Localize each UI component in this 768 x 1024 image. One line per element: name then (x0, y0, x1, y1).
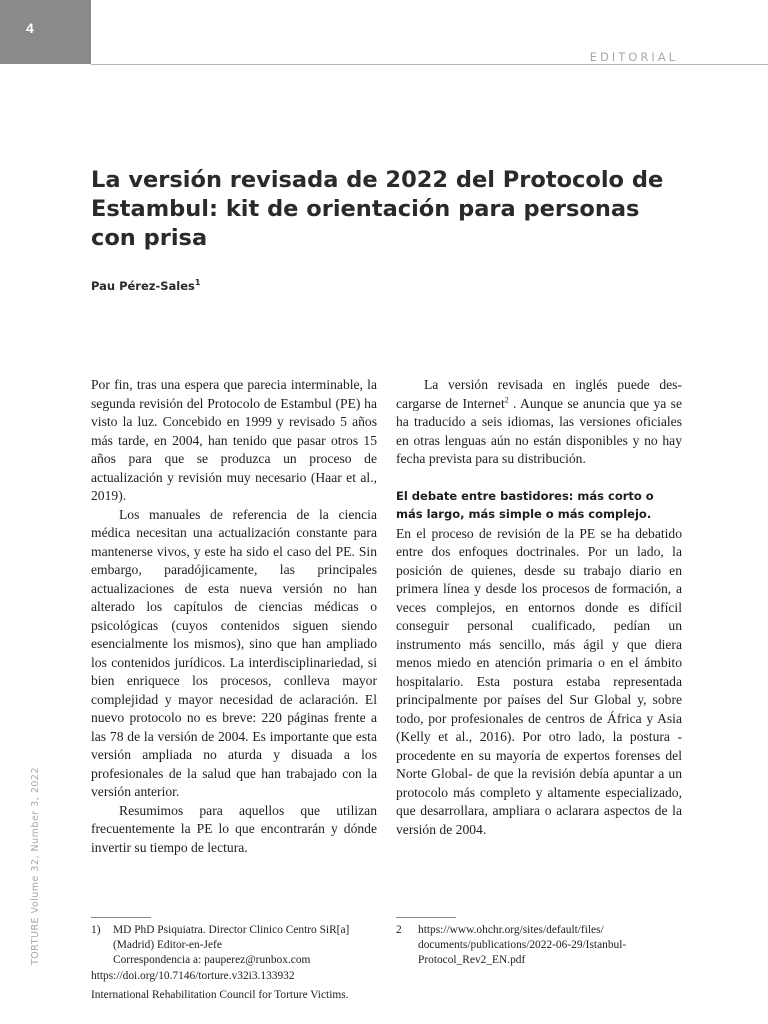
footnote-rule (91, 917, 151, 918)
paragraph: En el proceso de revisión de la PE se ha debatido entre dos enfoques doctrinales. Por un lado, la posición de quienes, desde su trabajo diario en primera línea y desde los procesos de formación, a veces complejos, en entornos donde es difícil conseguir personal cualificado, pedían un instrumento más sencillo, más ágil y que diera menos miedo en atención primaria o en el ámbito hospitalario. Esta postura estaba representada principalmente por países del Sur Global y, sobre todo, por profesionales de centros de África y Asia (Kelly et al., 2016). Por otro lado, la postura -procedente en su mayoría de expertos forenses del Norte Global- de que la revisión debía apuntar a un protocolo más completo y altamente especializado, que desarrollara, ampliara o aclarara aspectos de la versión de 2004. (396, 525, 682, 837)
subheading: El debate entre bastidores: más corto o más largo, más simple o más complejo. (396, 488, 654, 521)
footnote-mark: 2 (504, 394, 509, 404)
footnote-2 (396, 923, 686, 968)
footnote-1 (91, 923, 371, 968)
footnote-number: 2 (396, 924, 402, 936)
footnote-text: https://www.ohchr.org/sites/default/files/ documents/publications/2022-06-29/Istanbul-Protocol_Rev2_EN.pdf (418, 924, 627, 966)
paragraph-text: . Aunque se anuncia que ya se ha traducido a seis idiomas, las versiones oficiales en otras lenguas aún no están disponibles y no hay fecha prevista para su distribución. (396, 395, 682, 466)
header-rule (91, 64, 768, 65)
footnote-text: Correspondencia a: pauperez@runbox.com (113, 954, 311, 966)
paragraph: Por fin, tras una espera que parecia interminable, la segunda revisión del Protocolo de Estambul (PE) ha visto la luz. Concebido en 1999 y revisado 5 años más tarde, en 2004, han tenido que pasar otros 15 años para que se produzca un proceso de actualización y revisión muy necesario (Haar et al., 2019). (91, 377, 377, 503)
author-line (91, 278, 200, 293)
journal-side-label: TORTURE Volume 32, Number 3, 2022 (30, 767, 41, 965)
author-name: Pau Pérez-Sales (91, 278, 195, 293)
page-number: 4 (26, 20, 34, 36)
footnote-number: 1) (91, 924, 101, 936)
left-column (91, 376, 377, 857)
publisher-line: International Rehabilitation Council for Torture Victims. (91, 989, 349, 1001)
section-label: EDITORIAL (589, 50, 678, 64)
paragraph-text: La versión revisada en inglés puede descargarse de Internet (396, 377, 682, 411)
paragraph: Resumimos para aquellos que utilizan frecuentemente la PE lo que encontrarán y dónde invertir su tiempo de lectura. (91, 802, 377, 855)
footnote-text: MD PhD Psiquiatra. Director Clinico Centro SiR[a] (Madrid) Editor-en-Jefe (113, 924, 350, 951)
right-column (396, 376, 682, 839)
paragraph (396, 376, 682, 469)
footnote-rule (396, 917, 456, 918)
page-number-box (0, 0, 91, 64)
doi-link[interactable]: https://doi.org/10.7146/torture.v32i3.133932 (91, 970, 295, 982)
article-title: La versión revisada de 2022 del Protocolo de Estambul: kit de orientación para personas con prisa (91, 167, 664, 251)
paragraph: Los manuales de referencia de la ciencia médica necesitan una actualización constante para mantenerse vivos, y este ha sido el caso del PE. Sin embargo, paradójicamente, las principales actualizaciones de esta nueva versión no han alterado los capítulos de ciencias médicas o psicológicas (cuyos contenidos siguen siendo esencialmente los mismos), sino que han ampliado los contenidos jurídicos. La interdisciplinariedad, si bien enriquece los procesos, conlleva mayor complejidad y mayor necesidad de aclaración. El nuevo protocolo no es breve: 220 páginas frente a las 78 de la versión de 2004. Es importante que esta versión ampliada no aturda y disuada a los profesionales de la salud que han trabajado con la versión anterior. (91, 506, 377, 799)
author-footnote-mark: 1 (194, 278, 201, 287)
